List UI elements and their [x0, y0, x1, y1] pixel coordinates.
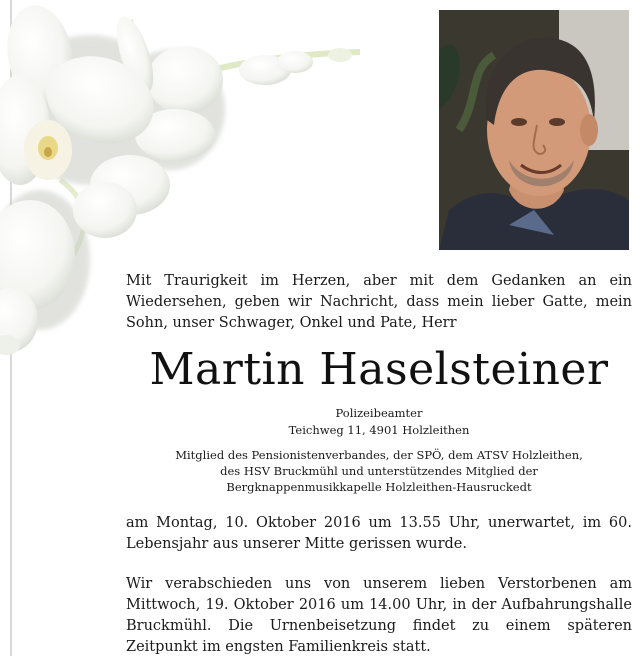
death-announcement: am Montag, 10. Oktober 2016 um 13.55 Uhr, unerwartet, im 60. Lebensjahr aus unserer Mitte gerissen wurde.: [126, 515, 632, 552]
occupation: Polizeibeamter: [335, 406, 423, 420]
portrait-photo: [439, 10, 629, 250]
intro-text: Mit Traurigkeit im Herzen, aber mit dem Gedanken an ein Wiedersehen, geben wir Nachricht, dass mein lieber Gatte, mein Sohn, unser Schwager, Onkel und Pate, Herr: [126, 273, 632, 331]
membership-text: [126, 447, 632, 495]
funeral-announcement: Wir verabschieden uns von unserem lieben Verstorbenen am Mittwoch, 19. Oktober 2016 um 14.00 Uhr, in der Aufbahrungshalle Bruckmühl. Die Urnenbeisetzung findet zu einem späteren Zeitpunkt im engsten Familienkreis statt.: [126, 576, 632, 655]
membership-line: Bergknappenmusikkapelle Holzleithen-Hausruckedt: [226, 480, 532, 494]
membership-line: des HSV Bruckmühl und unterstützendes Mitglied der: [220, 464, 538, 478]
membership-line: Mitglied des Pensionistenverbandes, der SPÖ, dem ATSV Holzleithen,: [175, 448, 583, 462]
address: Teichweg 11, 4901 Holzleithen: [288, 423, 470, 437]
deceased-name: Martin Haselsteiner: [149, 344, 609, 395]
